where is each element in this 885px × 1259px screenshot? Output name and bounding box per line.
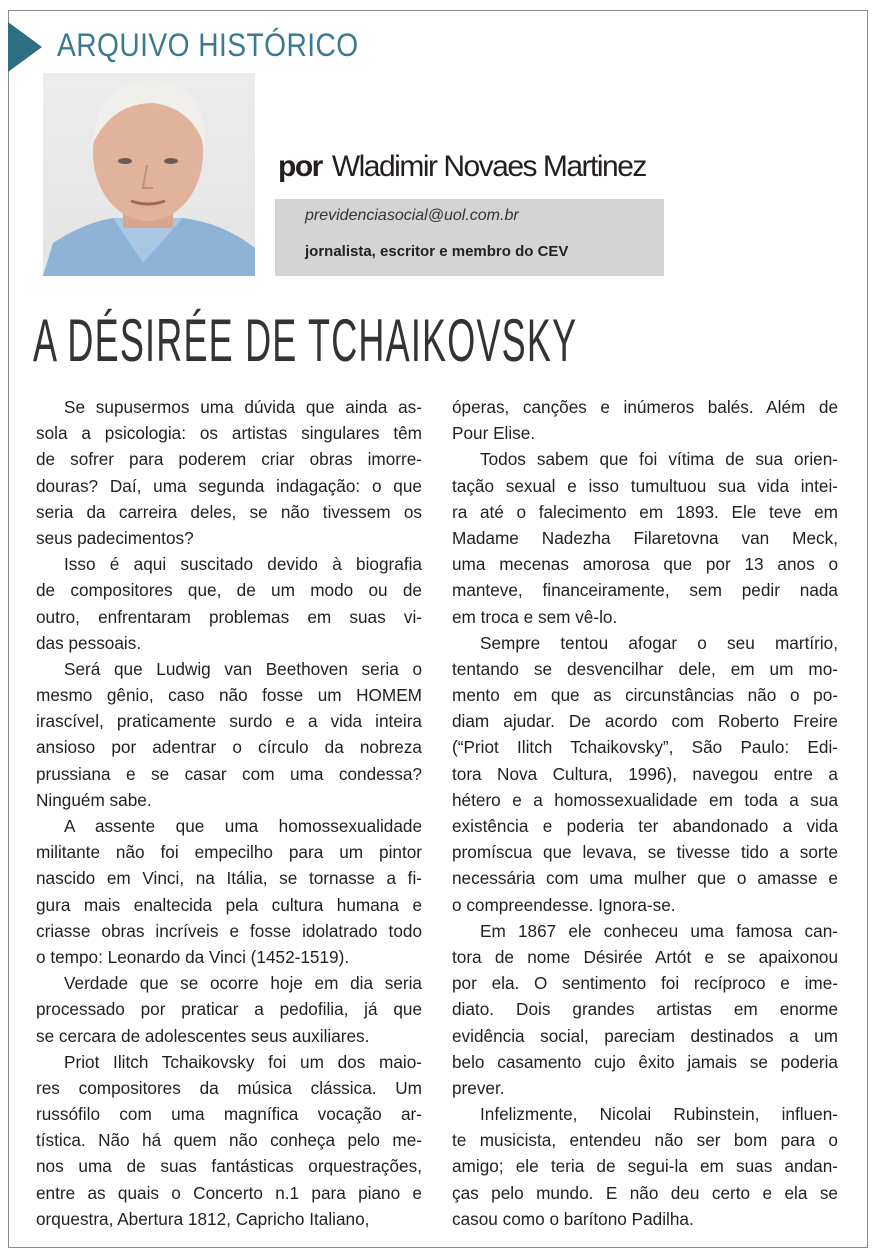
text-line: de sofrer para poderem criar obras imorre- (36, 449, 422, 470)
paragraph (452, 918, 838, 1101)
text-line: ra até o falecimento em 1893. Ele teve em (452, 501, 838, 522)
text-line: uma mecenas amorosa que por 13 anos o (452, 554, 838, 575)
text-line: ansioso por adentrar o círculo da nobreza (36, 737, 422, 758)
text-line: Sempre tentou afogar o seu martírio, (480, 632, 838, 653)
text-line: tora de nome Désirée Artót e se apaixonou (452, 946, 838, 967)
article-column-right (452, 394, 838, 1232)
author-info-box (275, 199, 664, 276)
article-column-left (36, 394, 422, 1232)
text-line: orquestra, Abertura 1812, Capricho Italiano, (36, 1208, 370, 1229)
text-line: criasse obras incríveis e fosse idolatrado todo (36, 920, 422, 941)
paragraph (452, 1101, 838, 1232)
text-line: mesmo gênio, caso não fosse um HOMEM (36, 685, 422, 706)
text-line: nos uma de suas fantásticas orquestrações, (36, 1156, 422, 1177)
text-line: de compositores que, de um modo ou de (36, 580, 422, 601)
author-photo (43, 73, 255, 276)
text-line: mento em que as circunstâncias não o po- (452, 685, 838, 706)
paragraph (36, 813, 422, 970)
text-line: prussiana e se casar com uma condessa? (36, 763, 422, 784)
text-line: militante não foi empecilho para um pintor (36, 842, 422, 863)
text-line: te musicista, entendeu não ser bom para o (452, 1130, 838, 1151)
text-line: das pessoais. (36, 632, 142, 653)
text-line: (“Priot Ilitch Tchaikovsky”, São Paulo: Edi- (452, 737, 838, 758)
paragraph (36, 394, 422, 551)
text-line: diam ajudar. De acordo com Roberto Freire (452, 711, 838, 732)
text-line: promíscua que levava, se tivesse tido a sorte (452, 842, 838, 863)
text-line: Em 1867 ele conheceu uma famosa can- (480, 920, 838, 941)
paragraph (36, 970, 422, 1049)
text-line: tística. Não há quem não conheça pelo me- (36, 1130, 422, 1151)
text-line: entre as quais o Concerto n.1 para piano e (36, 1182, 422, 1203)
text-line: res compositores da música clássica. Um (36, 1077, 422, 1098)
text-line: o compreendesse. Ignora-se. (452, 894, 676, 915)
text-line: existência e poderia ter abandonado a vida (452, 816, 838, 836)
text-line: evidência social, pareciam destinados a um (452, 1025, 838, 1046)
page-border-right (867, 10, 868, 1248)
text-line: ças pelo mundo. E não deu certo e ela se (452, 1182, 838, 1203)
paragraph (36, 551, 422, 656)
text-line: outro, enfrentaram problemas em suas vi- (36, 606, 422, 627)
text-line: em troca e sem vê-lo. (452, 606, 618, 627)
paragraph (452, 630, 838, 918)
text-line: Ninguém sabe. (36, 789, 152, 810)
text-line: russófilo com uma magnífica vocação ar- (36, 1104, 422, 1125)
author-byline (278, 150, 646, 184)
article-title: A DÉSIRÉE DE TCHAIKOVSKY (33, 307, 578, 374)
text-line: prever. (452, 1077, 505, 1098)
text-line: Todos sabem que foi vítima de sua orien- (480, 449, 838, 470)
text-line: belo casamento cujo êxito jamais se poderia (452, 1051, 838, 1072)
text-line: tora Nova Cultura, 1996), navegou entre a (452, 763, 838, 784)
text-line: casou como o barítono Padilha. (452, 1208, 694, 1229)
text-line: Pour Elise. (452, 423, 536, 444)
text-line: necessária com uma mulher que o amasse e (452, 868, 838, 889)
section-triangle-icon (8, 22, 42, 72)
paragraph (452, 394, 838, 446)
text-line: hétero e a homossexualidade em toda a sua (452, 789, 838, 810)
paragraph (36, 1049, 422, 1232)
paragraph (452, 446, 838, 629)
author-email[interactable]: previdenciasocial@uol.com.br (305, 207, 519, 224)
text-line: amigo; ele teria de segui-la em suas andan- (452, 1156, 838, 1177)
section-heading: ARQUIVO HISTÓRICO (57, 27, 359, 63)
text-line: seria da carreira deles, se não tivessem os (36, 501, 422, 522)
text-line: irascível, praticamente surdo e a vida inteira (36, 711, 422, 732)
text-line: Será que Ludwig van Beethoven seria o (64, 658, 422, 679)
text-line: sola a psicologia: os artistas singulares têm (36, 423, 422, 444)
text-line: o tempo: Leonardo da Vinci (1452-1519). (36, 946, 350, 967)
author-name: Wladimir Novaes Martinez (331, 150, 646, 183)
text-line: tação sexual e isso tumultuou sua vida intei- (452, 475, 838, 496)
byline-prefix: por (278, 150, 322, 183)
text-line: nascido em Vinci, na Itália, se tornasse a fi- (36, 868, 422, 889)
text-line: Infelizmente, Nicolai Rubinstein, influen- (480, 1104, 838, 1125)
text-line: tentando se desvencilhar dele, em um mo- (452, 658, 838, 679)
text-line: Madame Nadezha Filaretovna van Meck, (452, 527, 838, 548)
text-line: Se supusermos uma dúvida que ainda as- (64, 397, 422, 417)
text-line: Verdade que se ocorre hoje em dia seria (64, 973, 422, 994)
text-line: processado por praticar a pedofilia, já que (36, 999, 422, 1020)
text-line: diato. Dois grandes artistas em enorme (452, 999, 838, 1020)
text-line: Isso é aqui suscitado devido à biografia (64, 554, 422, 575)
text-line: A assente que uma homossexualidade (64, 816, 422, 836)
author-role: jornalista, escritor e membro do CEV (305, 243, 569, 260)
text-line: se cercara de adolescentes seus auxiliares. (36, 1025, 370, 1046)
text-line: óperas, canções e inúmeros balés. Além de (452, 397, 838, 417)
text-line: por ela. O sentimento foi recíproco e ime- (452, 973, 838, 994)
text-line: douras? Daí, uma segunda indagação: o que (36, 475, 422, 496)
text-line: seus padecimentos? (36, 527, 194, 548)
text-line: gura mais enaltecida pela cultura humana e (36, 894, 422, 915)
text-line: Priot Ilitch Tchaikovsky foi um dos maio- (64, 1051, 422, 1072)
paragraph (36, 656, 422, 813)
text-line: manteve, financeiramente, sem pedir nada (452, 580, 838, 601)
